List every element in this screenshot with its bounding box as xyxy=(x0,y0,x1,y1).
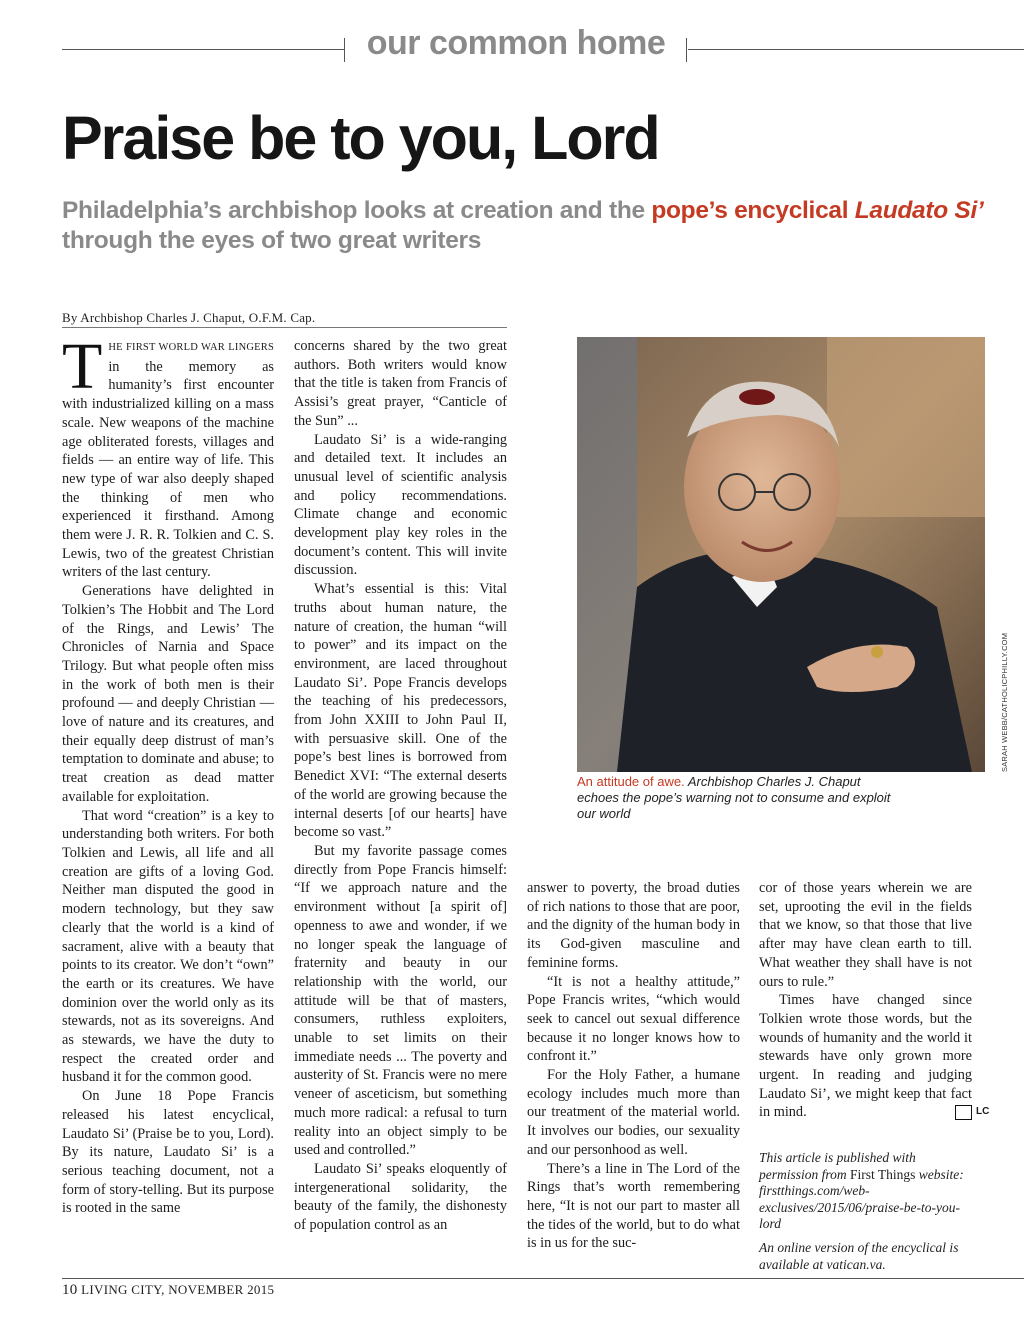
paragraph: What’s essential is this: Vital truths about human nature, the nature of creation, the human “will to power” and its impact on the environment, are laced throughout Laudato Si’. Pope Francis develops the teaching of his predecessors, from John XXIII to John Paul II, with persuasive skill. One of the pope’s best lines is borrowed from Benedict XVI: “The external deserts of the world are growing because the internal deserts [of our hearts] have become so vast.” xyxy=(294,581,507,841)
permission-note xyxy=(759,1150,974,1233)
section-rule-tick-left xyxy=(344,38,345,62)
caption-lead: An attitude of awe. xyxy=(577,774,685,789)
paragraph: answer to poverty, the broad duties of rich nations to those that are poor, and the dignity of the human body in its God-given masculine and feminine forms. xyxy=(527,880,740,971)
paragraph xyxy=(759,991,990,1122)
caption-text: Archbishop Charles J. Chaput echoes the pope’s warning not to consume and exploit our world xyxy=(577,774,891,821)
article-column-3 xyxy=(527,879,740,1253)
paragraph: On June 18 Pope Francis released his latest encyclical, Laudato Si’ (Praise be to you, Lord). By its nature, Laudato Si’ is a serious teaching document, not a form of story-telling. But its purpose is rooted in the same xyxy=(62,1088,274,1217)
note-text-1: This article is published with permission from xyxy=(759,1150,916,1182)
footer-rule xyxy=(62,1278,1024,1279)
deck-text-1: Philadelphia’s archbishop looks at creation and the xyxy=(62,197,652,224)
lead-in: HE FIRST WORLD WAR LINGERS xyxy=(108,342,274,353)
paragraph: concerns shared by the two great authors. Both writers would know that the title is taken from Francis of Assisi’s great prayer, “Canticle of the Sun” ... xyxy=(294,338,507,429)
section-rule-left xyxy=(62,49,344,50)
page-footer xyxy=(62,1282,274,1299)
article-column-4 xyxy=(759,879,990,1122)
photo-caption xyxy=(577,774,897,822)
paragraph: That word “creation” is a key to understanding both writers. For both Tolkien and Lewis, all life and all creation are gifts of a loving God. Neither man disputed the good in modern technology, but they saw clearly that the world is a kind of sacrament, alive with a beauty that points to its creator. We don’t “own” the earth or its creatures. We have dominion over the world only as its stewards, not as its sovereigns. And as stewards, we have the duty to respect the created order and husband it for the common good. xyxy=(62,807,274,1086)
note-text-2: website: firstthings.com/web-exclusives/2015/06/praise-be-to-you-lord xyxy=(759,1166,964,1231)
section-rule-tick-right xyxy=(686,38,687,62)
paragraph-text: in the memory as humanity’s first encounter with industrialized killing on a mass scale. New weapons of the machine age obliterated forests, villages and fields — an entire way of life. This new type of war also deeply shaped the thinking of men who experienced it firsthand. Among them were J. R. R. Tolkien and C. S. Lewis, two of the greatest Christian writers of the last century. xyxy=(62,358,274,581)
deck-text-2: through the eyes of two great writers xyxy=(62,227,482,254)
article-column-1 xyxy=(62,330,274,1218)
note-publication: First Things xyxy=(850,1166,916,1182)
paragraph: “It is not a healthy attitude,” Pope Francis writes, “which would seek to cancel out sexual difference because it no longer knows how to confront it.” xyxy=(527,973,740,1065)
online-version-note: An online version of the encyclical is available at vatican.va. xyxy=(759,1240,959,1272)
article-headline: Praise be to you, Lord xyxy=(62,104,659,172)
paragraph: There’s a line in The Lord of the Rings that’s worth remembering here, “It is not our part to master all the tides of the world, but to do what is in us for the suc- xyxy=(527,1160,740,1252)
paragraph: Laudato Si’ is a wide-ranging and detailed text. It includes an unusual level of scientific analysis and policy recommendations. Climate change and economic development play key roles in the document’s content. This will invite discussion. xyxy=(294,431,507,579)
paragraph xyxy=(62,330,274,582)
article-column-2 xyxy=(294,337,507,1235)
byline: By Archbishop Charles J. Chaput, O.F.M. Cap. xyxy=(62,310,316,325)
end-mark-icon: LC xyxy=(955,1105,972,1120)
archbishop-photo xyxy=(577,337,985,772)
portrait-illustration xyxy=(577,337,985,772)
page-number: 10 xyxy=(62,1282,78,1298)
section-rule-right xyxy=(688,49,1024,50)
photo-credit: SARAH WEBB/CATHOLICPHILLY.COM xyxy=(1000,632,1009,772)
paragraph: Generations have delighted in Tolkien’s The Hobbit and The Lord of the Rings, and Lewis’ The Chronicles of Narnia and Space Trilogy. But what people often miss in the work of both men is their profound — and deeply Christian — love of nature and its creatures, and their equally deep distrust of man’s temptation to dominate and abuse; to treat creation as dead matter available for exploitation. xyxy=(62,583,274,805)
paragraph: But my favorite passage comes directly from Pope Francis himself: “If we approach nature and the environment without [a spirit of] openness to awe and wonder, if we no longer speak the language of fraternity and beauty in our relationship with the world, our attitude will be that of masters, consumers, ruthless exploiters, unable to set limits on their immediate needs ... The poverty and austerity of St. Francis were no mere veneer of asceticism, but something much more radical: a refusal to turn reality into an object simply to be used and controlled.” xyxy=(294,842,507,1159)
section-label: our common home xyxy=(366,24,666,62)
article-deck xyxy=(62,196,992,256)
paragraph: Laudato Si’ speaks eloquently of intergenerational solidarity, the beauty of the family, the dishonesty of population control as an xyxy=(294,1160,507,1234)
byline-rule xyxy=(62,327,507,328)
deck-accent: pope’s encyclical xyxy=(651,197,855,224)
footer-text: LIVING CITY, NOVEMBER 2015 xyxy=(81,1282,275,1297)
paragraph-text: Times have changed since Tolkien wrote those words, but the wounds of humanity and the world it stewards have only grown more urgent. In reading and judging Laudato Si’, we might keep that fact in mind. xyxy=(759,992,972,1121)
drop-cap: T xyxy=(62,330,103,403)
paragraph: cor of those years wherein we are set, uprooting the evil in the fields that we know, so that those that live after may have clean earth to till. What weather they shall have is not ours to rule.” xyxy=(759,880,972,990)
paragraph: For the Holy Father, a humane ecology includes much more than our treatment of the material world. It involves our bodies, our sexuality and our personhood as well. xyxy=(527,1067,740,1158)
deck-accent-italic: Laudato Si’ xyxy=(854,197,984,224)
